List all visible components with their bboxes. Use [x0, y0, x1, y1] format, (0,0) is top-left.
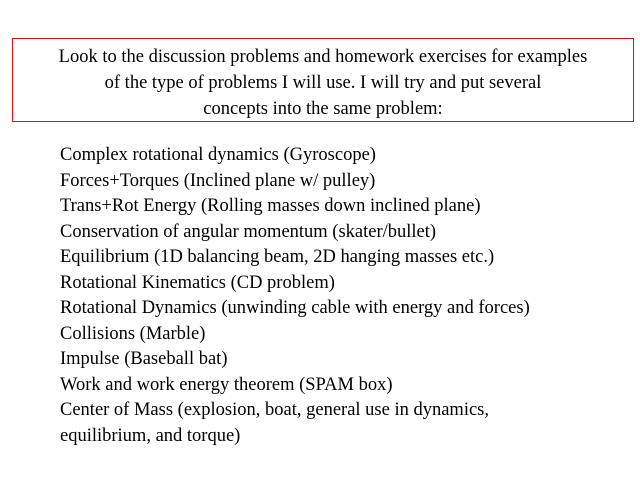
- topic-item: Collisions (Marble): [60, 323, 206, 344]
- topic-list: [60, 143, 530, 449]
- intro-line: Look to the discussion problems and homework exercises for examples: [58, 47, 588, 67]
- topic-item: Work and work energy theorem (SPAM box): [60, 374, 393, 395]
- topic-item: equilibrium, and torque): [60, 425, 241, 446]
- intro-box: [12, 38, 634, 122]
- topic-item: Trans+Rot Energy (Rolling masses down inclined plane): [60, 196, 481, 216]
- topic-item: Conservation of angular momentum (skater/bullet): [60, 221, 437, 242]
- intro-line: of the type of problems I will use. I will try and put several: [104, 73, 542, 93]
- topic-item: Complex rotational dynamics (Gyroscope): [60, 145, 376, 165]
- intro-line: concepts into the same problem:: [203, 99, 443, 119]
- topic-item: Rotational Kinematics (CD problem): [60, 272, 335, 293]
- topic-item: Center of Mass (explosion, boat, general use in dynamics,: [60, 400, 489, 420]
- topic-item: Forces+Torques (Inclined plane w/ pulley): [60, 170, 376, 191]
- topic-item: Equilibrium (1D balancing beam, 2D hanging masses etc.): [60, 247, 495, 267]
- topic-item: Impulse (Baseball bat): [60, 349, 228, 369]
- topic-item: Rotational Dynamics (unwinding cable with energy and forces): [60, 298, 530, 318]
